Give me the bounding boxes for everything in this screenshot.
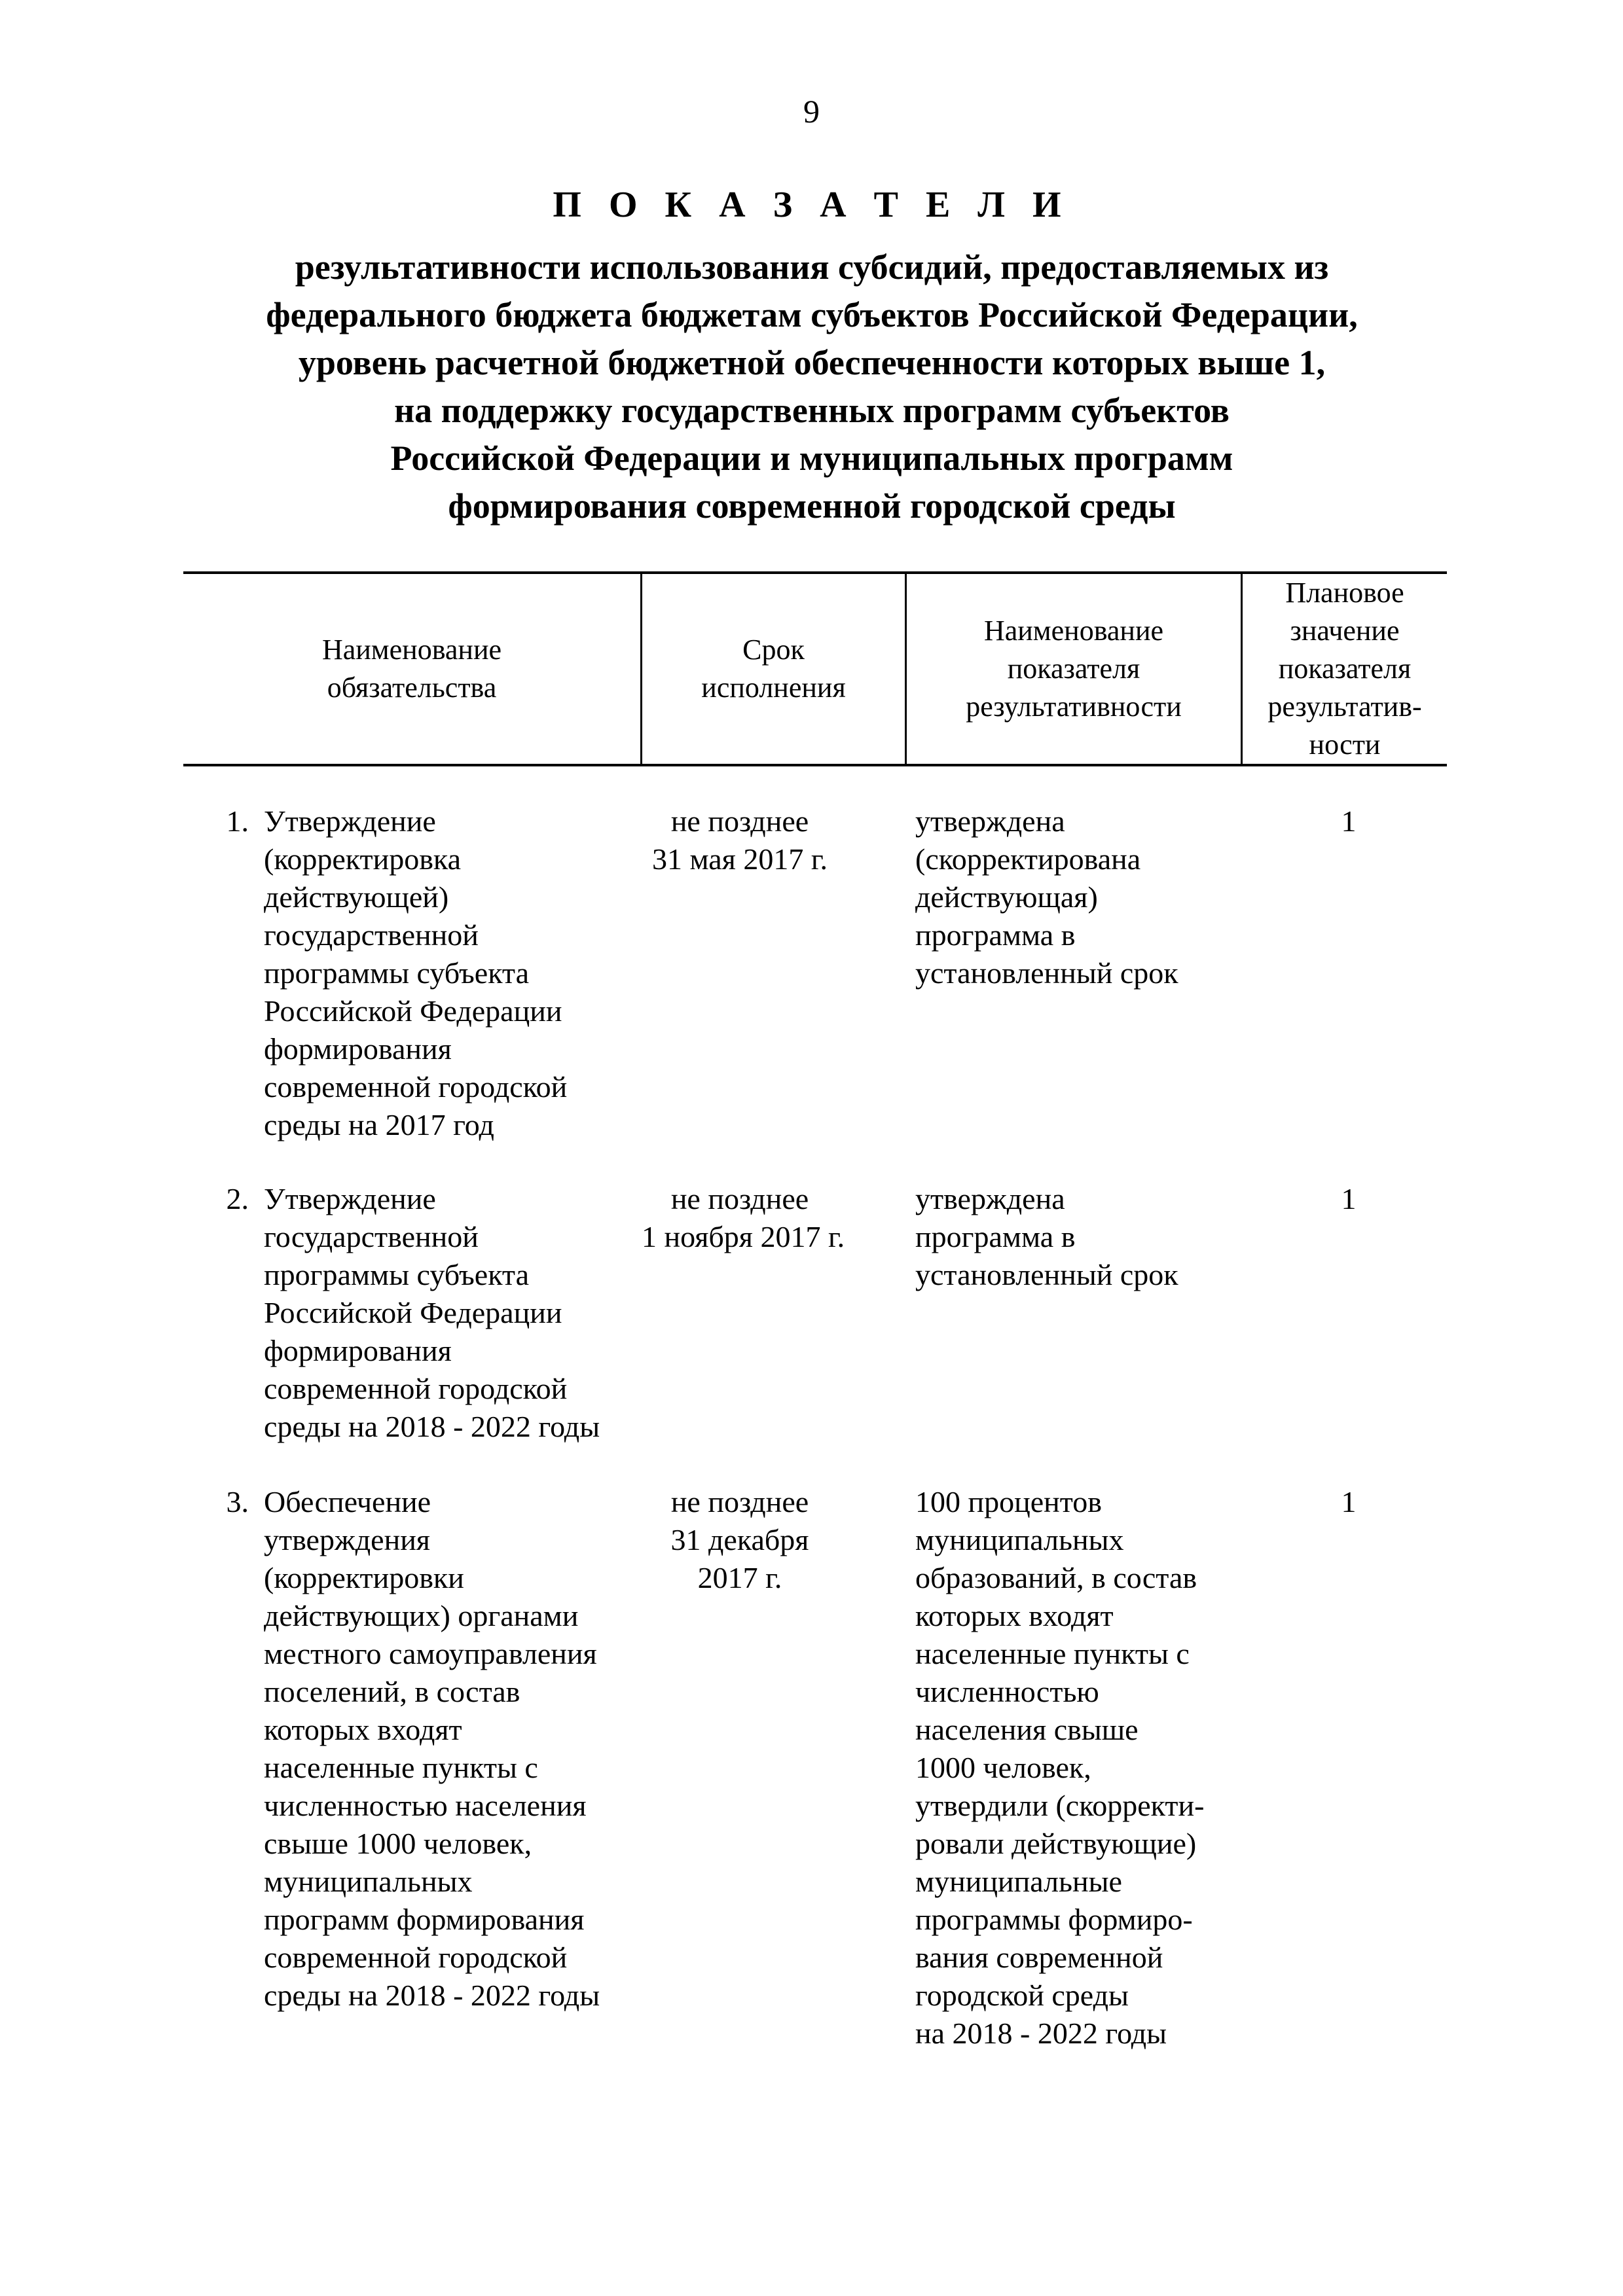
subtitle-line: уровень расчетной бюджетной обеспеченности которых выше 1, xyxy=(298,343,1326,382)
indicator-name: утверждена программа в установленный срок xyxy=(915,1182,1178,1291)
header-line: ности xyxy=(1309,728,1381,761)
header-obligation-name xyxy=(183,574,640,764)
deadline: не позднее 1 ноября 2017 г. xyxy=(642,1182,845,1253)
planned-value: 1 xyxy=(1341,804,1357,838)
page-number: 9 xyxy=(803,93,820,130)
subtitle-line: на поддержку государственных программ субъектов xyxy=(394,391,1230,430)
header-line: Наименование xyxy=(983,615,1164,647)
document-title: П О К А З А Т Е Л И xyxy=(553,185,1070,225)
indicator-name: 100 процентов муниципальных образований, в состав которых входят населенные пункты с численностью населения свыше 1000 человек, утвердили (скорректи- ровали действующие) муниципальные программы формиро- вания современной городской среды на 2018 - 2022 годы xyxy=(915,1485,1205,2050)
document-subtitle xyxy=(164,243,1460,530)
subtitle-line: федерального бюджета бюджетам субъектов Российской Федерации, xyxy=(266,295,1358,334)
obligation-name: Утверждение государственной программы субъекта Российской Федерации формирования современной городской среды на 2018 - 2022 годы xyxy=(264,1182,600,1443)
deadline: не позднее 31 декабря 2017 г. xyxy=(670,1485,809,1594)
header-line: исполнения xyxy=(701,672,846,704)
header-line: Наименование xyxy=(321,634,502,666)
subtitle-line: результативности использования субсидий, предоставляемых из xyxy=(295,247,1329,287)
row-number: 1. xyxy=(226,804,249,838)
header-planned-value xyxy=(1243,574,1447,764)
header-line: результативности xyxy=(966,691,1182,723)
deadline: не позднее 31 мая 2017 г. xyxy=(651,804,828,876)
row-number: 2. xyxy=(226,1182,249,1215)
header-line: Плановое xyxy=(1285,577,1404,609)
subtitle-line: формирования современной городской среды xyxy=(448,486,1176,526)
subtitle-line: Российской Федерации и муниципальных программ xyxy=(390,439,1233,478)
header-line: результатив- xyxy=(1267,691,1422,723)
header-indicator-name xyxy=(907,574,1241,764)
header-line: обязательства xyxy=(327,672,497,704)
header-line: показателя xyxy=(1278,653,1412,685)
header-deadline xyxy=(642,574,905,764)
header-line: значение xyxy=(1290,615,1400,647)
indicator-name: утверждена (скорректирована действующая) программа в установленный срок xyxy=(915,804,1178,990)
obligation-name: Утверждение (корректировка действующей) государственной программы субъекта Российской Федерации формирования современной городской среды на 2017 год xyxy=(264,804,568,1141)
header-line: Срок xyxy=(742,634,805,666)
row-number: 3. xyxy=(226,1485,249,1518)
table-header xyxy=(183,571,1447,766)
header-line: показателя xyxy=(1007,653,1140,685)
planned-value: 1 xyxy=(1341,1485,1357,1518)
obligation-name: Обеспечение утверждения (корректировки действующих) органами местного самоуправления поселений, в состав которых входят населенные пункты с численностью населения свыше 1000 человек, муниципальных программ формирования современной городской среды на 2018 - 2022 годы xyxy=(264,1485,600,2012)
planned-value: 1 xyxy=(1341,1182,1357,1215)
